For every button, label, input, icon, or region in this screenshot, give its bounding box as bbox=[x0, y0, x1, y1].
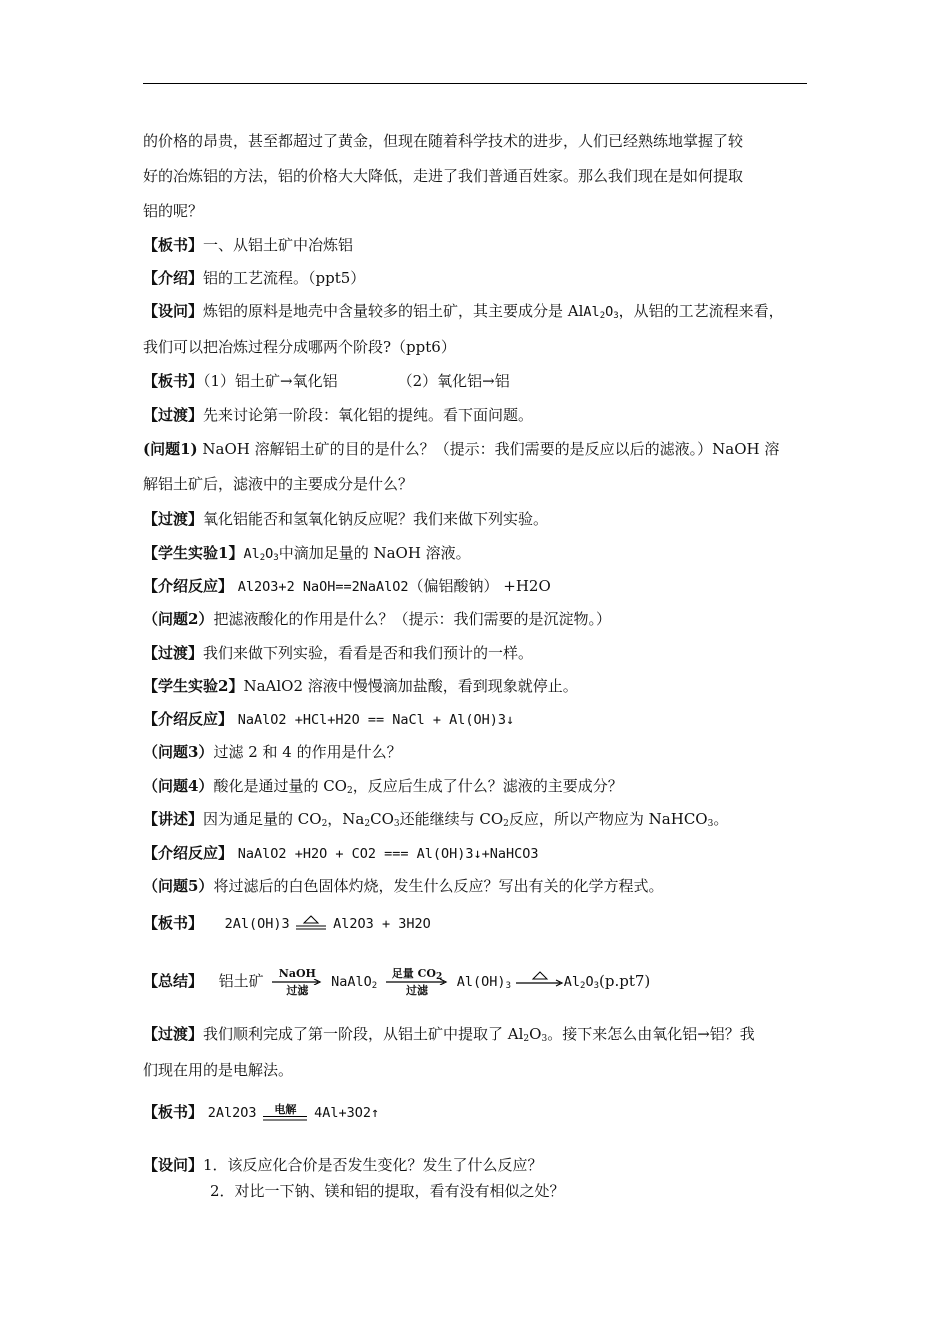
question-1-cont: 解铝土矿后，滤液中的主要成分是什么？ bbox=[143, 475, 414, 493]
reaction-3 bbox=[143, 843, 813, 864]
equation-1: Al2O3+2 NaOH==2NaAlO2 bbox=[237, 579, 409, 595]
paragraph-line-1: 的价格的昂贵，甚至都超过了黄金，但现在随着科学技术的进步，人们已经熟练地掌握了较 bbox=[143, 132, 744, 150]
formula-text: Al(OH) bbox=[456, 974, 506, 990]
tag: 【过渡】 bbox=[143, 1025, 204, 1043]
paragraph-line-3: 铝的呢？ bbox=[143, 202, 204, 220]
text: 先来讨论第一阶段：氧化铝的提纯。看下面问题。 bbox=[203, 406, 534, 424]
summary bbox=[143, 961, 813, 1001]
formula: NaAlO$_2$ bbox=[331, 974, 378, 991]
reaction-2 bbox=[143, 709, 813, 730]
text: 中滴加足量的 NaOH 溶液。 bbox=[278, 544, 471, 562]
text: 酸化是通过量的 CO bbox=[213, 777, 347, 795]
text: 反应，所以产物应为 NaHCO bbox=[508, 810, 708, 828]
board-1 bbox=[143, 235, 813, 255]
question-4: （问题4）酸化是通过量的 $CO_2$，反应后生成了什么？滤液的主要成分？ bbox=[143, 777, 623, 796]
formula: $Al_2O_3$ bbox=[583, 304, 619, 321]
arrow-co2 bbox=[386, 968, 448, 996]
question-2 bbox=[143, 609, 813, 629]
experiment-2 bbox=[143, 676, 813, 696]
arrow-label-top: 足量 $CO_2$ bbox=[391, 967, 443, 982]
question-1 bbox=[143, 439, 813, 459]
text: 。 bbox=[713, 810, 729, 828]
arrow-label-bottom: 过滤 bbox=[406, 984, 428, 997]
text: 将过滤后的白色固体灼烧，发生什么反应？写出有关的化学方程式。 bbox=[213, 877, 664, 895]
transition-1 bbox=[143, 405, 813, 425]
text: (p.pt7) bbox=[599, 972, 651, 990]
arrow-label-bottom: 过滤 bbox=[286, 984, 309, 997]
tag: 【介绍反应】 bbox=[143, 844, 234, 862]
tag: 【板书】 bbox=[143, 1103, 204, 1121]
transition-3 bbox=[143, 643, 813, 663]
tag: 【过渡】 bbox=[143, 510, 204, 528]
question-setup-1-cont: 我们可以把冶炼过程分成哪两个阶段?（ppt6） bbox=[143, 338, 456, 356]
tag: 【过渡】 bbox=[143, 644, 204, 662]
formula: $Al_2O_3$ bbox=[563, 974, 600, 991]
tag: 【板书】 bbox=[143, 372, 204, 390]
text: （2）氧化铝→铝 bbox=[397, 372, 510, 390]
experiment-1 bbox=[143, 543, 813, 564]
text: 。接下来怎么由氧化铝→铝？我 bbox=[547, 1025, 755, 1043]
tag: （问题2） bbox=[143, 610, 214, 628]
text: （1）铝土矿→氧化铝 bbox=[203, 372, 338, 390]
text: 氧化铝能否和氢氧化钠反应呢？我们来做下列实验。 bbox=[203, 510, 549, 528]
tag: 【讲述】 bbox=[143, 810, 204, 828]
tag: 【介绍反应】 bbox=[143, 577, 234, 595]
tag: 【过渡】 bbox=[143, 406, 204, 424]
text: ，从铝的工艺流程来看， bbox=[618, 302, 784, 320]
heat-arrow-icon bbox=[516, 970, 564, 990]
text: ，反应后生成了什么？滤液的主要成分？ bbox=[352, 777, 623, 795]
text: （偏铝酸钠） +H2O bbox=[408, 577, 551, 595]
formula-text: NaAlO bbox=[331, 974, 372, 990]
text: NaOH 溶解铝土矿的目的是什么？（提示：我们需要的是反应以后的滤液。）NaOH 溶 bbox=[197, 440, 780, 458]
question-setup-2 bbox=[143, 1155, 813, 1175]
text: 铝的工艺流程。（ppt5） bbox=[203, 269, 366, 287]
formula: $Al(OH)_3$ bbox=[456, 974, 511, 991]
paragraph-line-2: 好的冶炼铝的方法，铝的价格大大降低，走进了我们普通百姓家。那么我们现在是如何提取 bbox=[143, 167, 744, 185]
text: 因为通足量的 CO bbox=[203, 810, 322, 828]
electrolysis-equals bbox=[263, 1104, 307, 1122]
board-2 bbox=[143, 371, 813, 391]
header-rule bbox=[143, 83, 807, 84]
arrow-label-top-text: 足量 CO bbox=[391, 967, 436, 980]
transition-4-cont: 们现在用的是电解法。 bbox=[143, 1061, 294, 1079]
arrow-label-top: NaOH bbox=[278, 967, 316, 980]
question-setup-1 bbox=[143, 301, 813, 322]
heat-equals-icon bbox=[294, 912, 328, 934]
question-3 bbox=[143, 742, 813, 762]
text: 一、从铝土矿中冶炼铝 bbox=[203, 236, 354, 254]
equation-5-right: 4Al+3O2↑ bbox=[314, 1105, 380, 1121]
tag: （问题4） bbox=[143, 777, 214, 795]
tag: 【板书】 bbox=[143, 236, 204, 254]
text: 炼铝的原料是地壳中含量较多的铝土矿，其主要成分是 Al bbox=[203, 302, 584, 320]
tag: (问题1) bbox=[143, 440, 198, 458]
tag: 【板书】 bbox=[143, 914, 204, 932]
equation-4-right: Al2O3 + 3H2O bbox=[333, 916, 431, 932]
equation-5-left: 2Al2O3 bbox=[207, 1105, 257, 1121]
board-3 bbox=[143, 906, 813, 940]
tag: 【设问】 bbox=[143, 302, 204, 320]
tag: 【设问】 bbox=[143, 1156, 204, 1174]
arrow-label-top: 电解 bbox=[274, 1103, 297, 1116]
tag: （问题3） bbox=[143, 743, 214, 761]
arrow-naoh bbox=[272, 968, 322, 996]
transition-2 bbox=[143, 509, 813, 529]
equation-3: NaAlO2 +H2O + CO2 === Al(OH)3↓+NaHCO3 bbox=[237, 846, 539, 862]
text: 把滤液酸化的作用是什么？（提示：我们需要的是沉淀物。） bbox=[213, 610, 611, 628]
text: ，Na bbox=[327, 810, 365, 828]
equation-2: NaAlO2 +HCl+H2O == NaCl + Al(OH)3↓ bbox=[237, 712, 515, 728]
question-5 bbox=[143, 876, 813, 896]
double-line-icon bbox=[263, 1115, 307, 1122]
question-setup-2-item2: 2．对比一下钠、镁和铝的提取，看有没有相似之处？ bbox=[210, 1182, 565, 1200]
board-4 bbox=[143, 1097, 813, 1127]
text: NaAlO2 溶液中慢慢滴加盐酸，看到现象就停止。 bbox=[243, 677, 578, 695]
reaction-1 bbox=[143, 576, 813, 597]
lecture-1: 【讲述】因为通足量的 $CO_2$，$Na_2CO_3$还能继续与 $CO_2$反应，所以产物应为 NaHCO$_3$。 bbox=[143, 810, 729, 829]
tag: 【学生实验2】 bbox=[143, 677, 244, 695]
tag: （问题5） bbox=[143, 877, 214, 895]
tag: 【介绍】 bbox=[143, 269, 204, 287]
equation-4-left: 2Al(OH)3 bbox=[224, 916, 290, 932]
intro-1 bbox=[143, 268, 813, 288]
formula: $Al_2O_3$ bbox=[243, 546, 279, 563]
text: 我们来做下列实验，看看是否和我们预计的一样。 bbox=[203, 644, 534, 662]
text: 我们顺利完成了第一阶段，从铝土矿中提取了 Al bbox=[203, 1025, 524, 1043]
transition-4: 【过渡】我们顺利完成了第一阶段，从铝土矿中提取了 $Al_2O_3$。接下来怎么由氧化铝→铝？我 bbox=[143, 1025, 755, 1044]
tag: 【学生实验1】 bbox=[143, 544, 244, 562]
text: 还能继续与 CO bbox=[399, 810, 504, 828]
text: 铝土矿 bbox=[218, 972, 264, 990]
tag: 【介绍反应】 bbox=[143, 710, 234, 728]
tag: 【总结】 bbox=[143, 972, 204, 990]
text: 过滤 2 和 4 的作用是什么？ bbox=[213, 743, 402, 761]
text: 1．该反应化合价是否发生变化？发生了什么反应？ bbox=[203, 1156, 543, 1174]
